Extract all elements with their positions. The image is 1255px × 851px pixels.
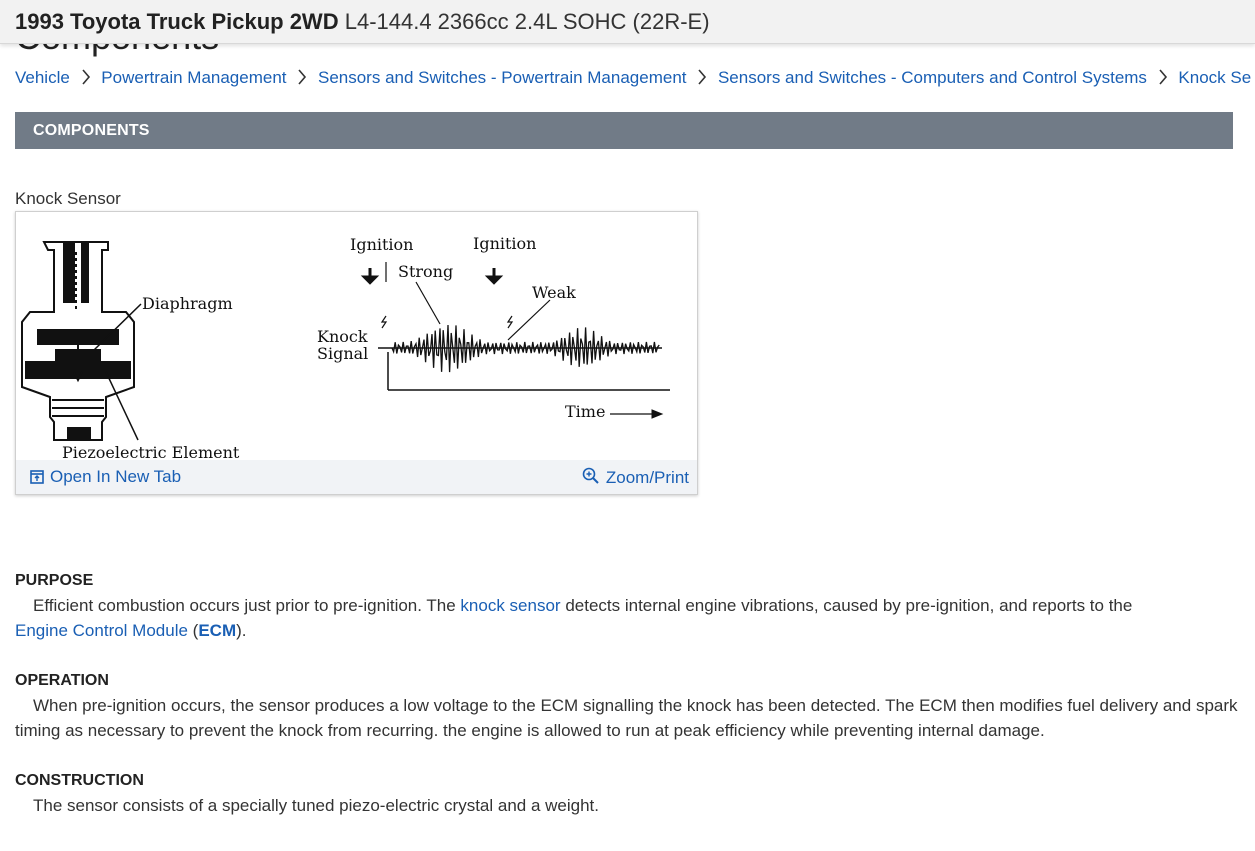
strong-label: Strong	[398, 262, 454, 281]
breadcrumb-powertrain[interactable]: Powertrain Management	[101, 68, 287, 87]
time-label: Time	[565, 402, 606, 421]
purpose-section	[15, 568, 1240, 643]
purpose-text-part: (	[187, 621, 199, 640]
ignition-label-1: Ignition	[350, 235, 414, 254]
knock-sensor-figure	[15, 211, 698, 495]
breadcrumb	[15, 68, 1251, 88]
signal-label: Signal	[317, 344, 369, 363]
sensor-cross-section	[22, 242, 141, 440]
zoom-print-button[interactable]	[582, 467, 689, 488]
construction-text: The sensor consists of a specially tuned piezo-electric crystal and a weight.	[33, 796, 599, 815]
diaphragm-label: Diaphragm	[142, 294, 233, 313]
breadcrumb-vehicle[interactable]: Vehicle	[15, 68, 70, 87]
vehicle-name: 1993 Toyota Truck Pickup 2WD	[15, 9, 339, 34]
chevron-right-icon	[75, 68, 97, 88]
weak-label: Weak	[532, 283, 576, 302]
operation-section	[15, 668, 1240, 743]
purpose-text-part: Efficient combustion occurs just prior to pre-ignition. The	[33, 596, 461, 615]
ignition-label-2: Ignition	[473, 234, 537, 253]
open-new-tab-icon	[30, 470, 44, 484]
engine-spec: L4-144.4 2366cc 2.4L SOHC (22R-E)	[344, 9, 710, 34]
purpose-text-cont	[15, 618, 1240, 643]
knock-label: Knock	[317, 327, 368, 346]
knock-signal-graph	[362, 262, 670, 418]
operation-heading: OPERATION	[15, 672, 109, 689]
section-header: COMPONENTS	[15, 112, 1233, 149]
purpose-text-part: ).	[236, 621, 247, 640]
chevron-right-icon	[1152, 68, 1174, 88]
open-in-new-tab-button[interactable]	[30, 467, 181, 487]
purpose-heading: PURPOSE	[15, 572, 94, 589]
figure-toolbar	[16, 460, 697, 494]
ecm-abbreviation[interactable]: ECM	[198, 621, 237, 640]
chevron-right-icon	[291, 68, 313, 88]
breadcrumb-knock-sensor[interactable]: Knock Se	[1178, 68, 1252, 87]
purpose-text	[15, 593, 1240, 618]
open-in-new-tab-label: Open In New Tab	[50, 467, 182, 486]
vehicle-header	[0, 0, 1255, 44]
purpose-text-part: detects internal engine vibrations, caused by pre-ignition, and reports to the	[560, 596, 1133, 615]
knock-sensor-diagram	[16, 212, 697, 460]
construction-section	[15, 768, 1240, 818]
operation-text: When pre-ignition occurs, the sensor produces a low voltage to the ECM signalling the knock has been detected. The ECM then modifies fuel delivery and spark timing as necessary to prevent the knock from recurring. the engine is allowed to run at peak efficiency while preventing internal damage.	[15, 696, 1238, 740]
zoom-print-label: Zoom/Print	[605, 468, 689, 487]
ecm-link[interactable]: Engine Control Module	[15, 621, 188, 640]
figure-caption: Knock Sensor	[15, 189, 121, 208]
zoom-icon	[582, 467, 600, 485]
construction-heading: CONSTRUCTION	[15, 772, 144, 789]
chevron-right-icon	[691, 68, 713, 88]
breadcrumb-sensors-computers[interactable]: Sensors and Switches - Computers and Control Systems	[717, 68, 1147, 87]
knock-sensor-link[interactable]: knock sensor	[460, 596, 561, 615]
piezo-element-label: Piezoelectric Element	[62, 443, 240, 460]
breadcrumb-sensors-powertrain[interactable]: Sensors and Switches - Powertrain Management	[317, 68, 687, 87]
